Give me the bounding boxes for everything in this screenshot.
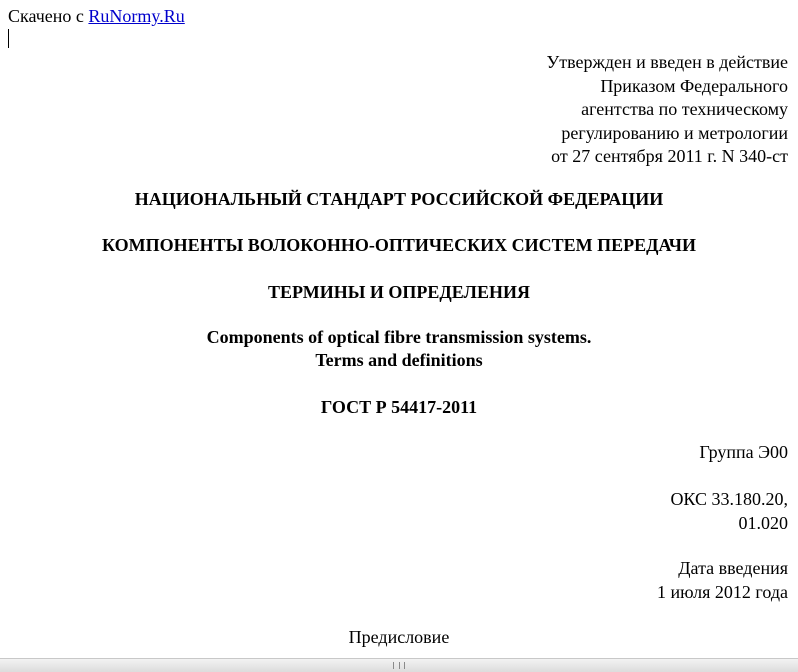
scrollbar-grip-icon[interactable] xyxy=(393,662,405,669)
title-en-line: Components of optical fibre transmission systems. xyxy=(206,327,592,347)
intro-label: Дата введения xyxy=(678,558,788,578)
runormy-link[interactable]: RuNormy.Ru xyxy=(88,6,185,26)
approval-line: Приказом Федерального xyxy=(600,75,788,96)
text-cursor xyxy=(8,29,9,48)
approval-line: Утвержден и введен в действие xyxy=(546,52,788,72)
source-line xyxy=(8,5,185,27)
foreword-heading: Предисловие xyxy=(348,627,450,647)
approval-line: от 27 сентября 2011 г. N 340-ст xyxy=(551,146,788,166)
national-standard-heading: НАЦИОНАЛЬНЫЙ СТАНДАРТ РОССИЙСКОЙ ФЕДЕРАЦИИ xyxy=(134,189,664,209)
approval-line: агентства по техническому xyxy=(581,99,788,119)
oks-code xyxy=(670,488,788,535)
group-code: Группа Э00 xyxy=(699,442,788,462)
approval-line: регулированию и метрологии xyxy=(561,122,788,143)
source-prefix: Скачено с xyxy=(8,6,84,26)
title-en xyxy=(0,326,798,372)
title-ru: КОМПОНЕНТЫ ВОЛОКОННО-ОПТИЧЕСКИХ СИСТЕМ ПЕРЕДАЧИ xyxy=(101,235,697,255)
intro-date: 1 июля 2012 года xyxy=(657,581,788,602)
horizontal-scrollbar[interactable] xyxy=(0,658,798,672)
title-en-line: Terms and definitions xyxy=(315,350,483,370)
standard-number: ГОСТ Р 54417-2011 xyxy=(320,397,478,417)
subtitle-ru: ТЕРМИНЫ И ОПРЕДЕЛЕНИЯ xyxy=(268,282,530,302)
oks-line: 01.020 xyxy=(738,512,788,533)
approval-block xyxy=(546,51,788,169)
oks-line: ОКС 33.180.20, xyxy=(670,489,788,509)
introduction-date xyxy=(657,557,788,604)
